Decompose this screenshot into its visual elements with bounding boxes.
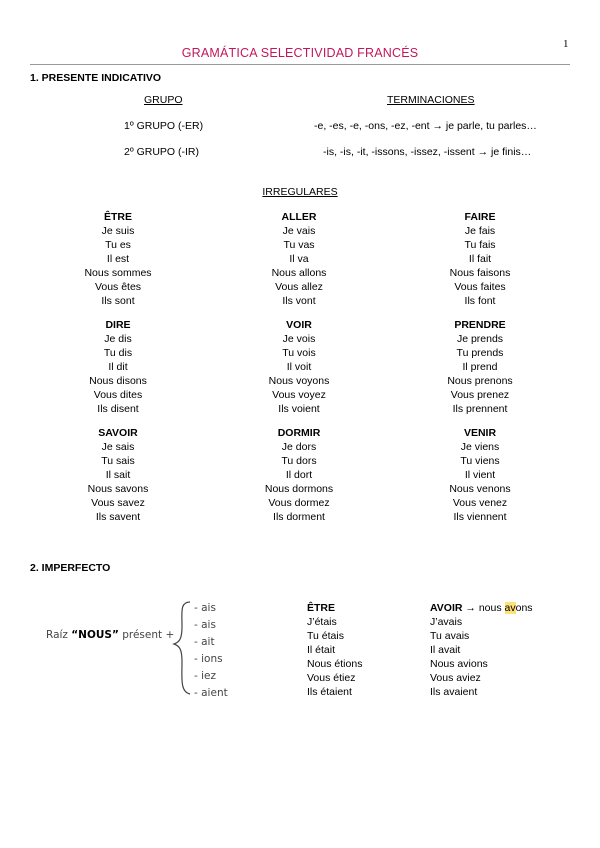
verb-name: VENIR	[463, 427, 497, 439]
verb-block-dire	[58, 318, 178, 416]
verb-form: Vous étiez	[307, 672, 356, 684]
verb-form: Il va	[289, 253, 309, 265]
avoir-rest-text: ons	[515, 602, 533, 614]
section-heading-presente: 1. PRESENTE INDICATIVO	[30, 72, 162, 84]
verb-form: Vous venez	[452, 497, 508, 509]
verb-form: Tu viens	[460, 455, 500, 467]
verb-form: Je viens	[460, 441, 500, 453]
verb-form: Nous avions	[430, 658, 488, 670]
verb-form: Vous savez	[91, 497, 145, 509]
verb-form: Tu étais	[307, 630, 344, 642]
verb-form: Je dis	[104, 333, 132, 345]
verb-form: Je fais	[464, 225, 496, 237]
verb-form: Nous faisons	[449, 267, 511, 279]
verb-form: Vous prenez	[450, 389, 510, 401]
verb-name: DIRE	[105, 319, 131, 331]
verb-form: Je prends	[456, 333, 504, 345]
verb-form: Nous voyons	[268, 375, 330, 387]
verb-form: Tu vois	[282, 347, 316, 359]
verb-form: Nous étions	[307, 658, 363, 670]
ending: - ait	[194, 636, 215, 648]
verb-form: Nous venons	[449, 483, 511, 495]
verb-form: Ils font	[464, 295, 496, 307]
grupo-2-terminaciones: -is, -is, -it, -issons, -issez, -issent → je finis…	[323, 146, 532, 158]
verb-form: Tu sais	[101, 455, 135, 467]
verb-form: Il dit	[108, 361, 128, 373]
ending: - aient	[194, 687, 228, 699]
verb-name: ÊTRE	[103, 211, 132, 223]
imperfect-etre	[307, 601, 362, 699]
irregulares-label: IRREGULARES	[262, 186, 338, 198]
verb-form: Je suis	[101, 225, 135, 237]
grupo-1-terminaciones: -e, -es, -e, -ons, -ez, -ent → je parle, tu parles…	[314, 120, 537, 132]
verb-form: Il est	[106, 253, 130, 265]
verb-form: J’étais	[307, 616, 337, 628]
verb-name: DORMIR	[277, 427, 321, 439]
curly-brace	[170, 598, 194, 698]
verb-name: AVOIR	[430, 602, 463, 614]
verb-form: Il était	[307, 644, 336, 656]
verb-block-savoir	[58, 426, 178, 524]
verb-form: Vous dormez	[268, 497, 330, 509]
verb-name: VOIR	[286, 319, 312, 331]
page-title: GRAMÁTICA SELECTIVIDAD FRANCÉS	[181, 46, 419, 60]
verb-form: Je vois	[282, 333, 316, 345]
verb-form: Vous êtes	[94, 281, 142, 293]
verb-form: Tu dors	[281, 455, 317, 467]
verb-form: Je dors	[281, 441, 317, 453]
verb-form: Vous dites	[93, 389, 143, 401]
verb-block-venir	[420, 426, 540, 524]
verb-form: Je vais	[282, 225, 316, 237]
verb-form: Tu avais	[430, 630, 470, 642]
avoir-arrow-text: → nous	[462, 602, 505, 614]
ending: - ais	[194, 602, 216, 614]
highlighted-root: av	[504, 602, 516, 614]
verb-form: Nous disons	[89, 375, 147, 387]
ending: - ais	[194, 619, 216, 631]
verb-form: Tu dis	[103, 347, 133, 359]
verb-block-aller	[239, 210, 359, 308]
terminaciones-column-header: TERMINACIONES	[387, 94, 475, 106]
raiz-suffix: présent +	[118, 629, 175, 641]
page-number: 1	[563, 38, 569, 50]
grupo-column-header: GRUPO	[144, 94, 183, 106]
verb-form: Ils étaient	[307, 686, 352, 698]
verb-form: Nous allons	[271, 267, 327, 279]
verb-form: Tu vas	[283, 239, 315, 251]
verb-form: Tu es	[105, 239, 131, 251]
imperfect-avoir	[430, 601, 533, 699]
verb-name: FAIRE	[464, 211, 496, 223]
verb-form: Ils avaient	[430, 686, 478, 698]
verb-form: Ils viennent	[453, 511, 507, 523]
verb-name: PRENDRE	[454, 319, 506, 331]
verb-form: Vous voyez	[272, 389, 326, 401]
verb-block-prendre	[420, 318, 540, 416]
ending: - iez	[194, 670, 217, 682]
title-divider	[30, 64, 570, 65]
verb-form: Il sait	[105, 469, 131, 481]
section-heading-imperfecto: 2. IMPERFECTO	[30, 562, 111, 574]
verb-form: Vous faites	[454, 281, 506, 293]
verb-form: Tu fais	[464, 239, 496, 251]
verb-form: Il fait	[468, 253, 492, 265]
verb-form: J’avais	[430, 616, 463, 628]
verb-block-faire	[420, 210, 540, 308]
verb-form: Ils dorment	[273, 511, 325, 523]
verb-form: Il voit	[286, 361, 312, 373]
verb-block-dormir	[239, 426, 359, 524]
imperfect-endings	[194, 600, 228, 702]
verb-form: Ils disent	[97, 403, 139, 415]
verb-form: Nous prenons	[447, 375, 513, 387]
raiz-rule	[46, 629, 174, 641]
verb-name: ÊTRE	[307, 602, 336, 614]
verb-block-voir	[239, 318, 359, 416]
grupo-1-label: 1º GRUPO (-ER)	[124, 120, 204, 132]
ending: - ions	[194, 653, 223, 665]
verb-form: Vous allez	[275, 281, 323, 293]
verb-form: Tu prends	[456, 347, 504, 359]
verb-form: Vous aviez	[430, 672, 481, 684]
verb-form: Il vient	[464, 469, 496, 481]
raiz-prefix: Raíz	[46, 629, 72, 641]
verb-name: SAVOIR	[98, 427, 138, 439]
verb-block-etre	[58, 210, 178, 308]
verb-name: ALLER	[281, 211, 317, 223]
verb-form: Nous sommes	[84, 267, 152, 279]
verb-form: Ils vont	[282, 295, 316, 307]
verb-form: Je sais	[101, 441, 135, 453]
verb-form: Ils sont	[101, 295, 135, 307]
verb-form: Ils savent	[95, 511, 141, 523]
verb-form: Nous dormons	[264, 483, 334, 495]
verb-form: Ils prennent	[452, 403, 508, 415]
grupo-2-label: 2º GRUPO (-IR)	[124, 146, 200, 158]
raiz-nous: “NOUS”	[71, 629, 119, 641]
verb-form: Il dort	[285, 469, 313, 481]
verb-form: Il avait	[430, 644, 461, 656]
verb-form: Il prend	[462, 361, 498, 373]
verb-form: Nous savons	[87, 483, 149, 495]
verb-form: Ils voient	[278, 403, 320, 415]
